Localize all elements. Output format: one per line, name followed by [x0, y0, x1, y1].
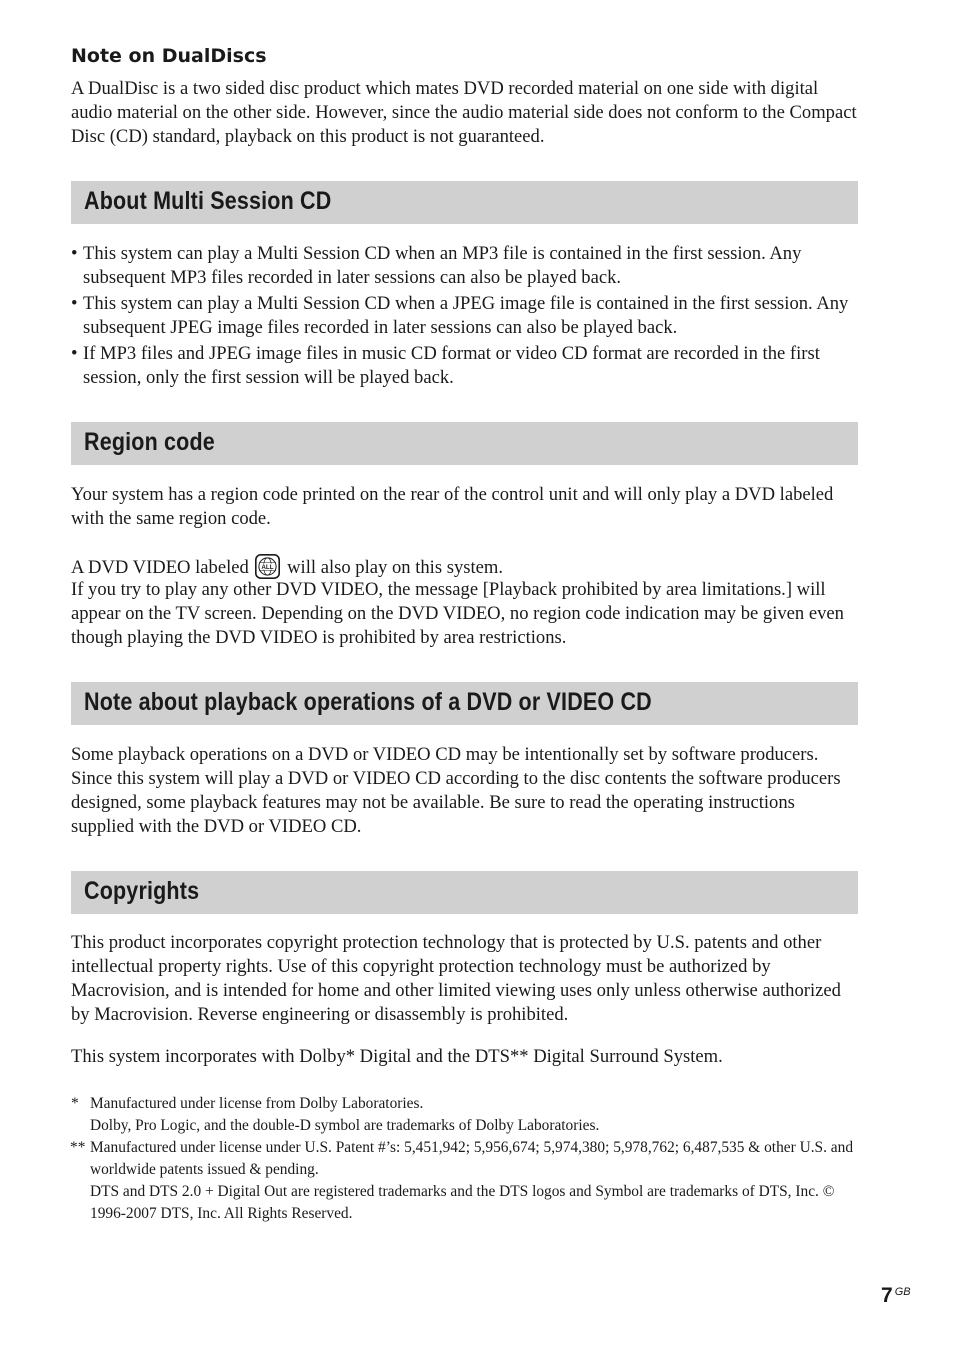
footnote-line: Manufactured under license under U.S. Patent #’s: 5,451,942; 5,956,674; 5,974,380; 5,978,762; 6,487,535 & other U.S. and worldwide patents issued & pending.: [90, 1139, 854, 1178]
region-all-globe-icon: [255, 554, 280, 579]
page-number-value: 7: [881, 1284, 893, 1307]
page-number: [881, 1284, 911, 1308]
region-logo-text: ALL: [261, 563, 275, 571]
footnote-line: DTS and DTS 2.0 + Digital Out are registered trademarks and the DTS logos and Symbol are trademarks of DTS, Inc. © 1996-2007 DTS, Inc. All Rights Reserved.: [90, 1183, 835, 1222]
note-title: Note on DualDiscs: [71, 45, 267, 67]
region-restriction-paragraph: If you try to play any other DVD VIDEO, the message [Playback prohibited by area limitations.] will appear on the TV screen. Depending on the DVD VIDEO, no region code indication may be given even though playing the DVD VIDEO is prohibited by area restrictions.: [71, 579, 844, 648]
section-heading: Region code: [84, 428, 215, 456]
multi-session-list: [71, 242, 861, 392]
copyright-paragraph: This product incorporates copyright protection technology that is protected by U.S. patents and other intellectual property rights. Use of this copyright protection technology must be authorized by Macrovision, and is intended for home and other limited viewing uses only unless otherwise authorized by Macrovision. Reverse engineering or disassembly is prohibited.: [71, 932, 841, 1025]
section-heading: About Multi Session CD: [84, 187, 332, 215]
dolby-dts-paragraph: This system incorporates with Dolby* Digital and the DTS** Digital Surround System.: [71, 1046, 723, 1067]
note-body: A DualDisc is a two sided disc product which mates DVD recorded material on one side with digital audio material on the other side. However, since the audio material side does not conform to the Compact Disc (CD) standard, playback on this product is not guaranteed.: [71, 78, 857, 147]
footnote-line: Dolby, Pro Logic, and the double-D symbol are trademarks of Dolby Laboratories.: [90, 1117, 600, 1134]
section-band-copyrights: [71, 871, 858, 914]
list-item: • If MP3 files and JPEG image files in music CD format or video CD format are recorded in the first session, only the first session will be played back.: [71, 342, 861, 390]
region-all-text-after: will also play on this system.: [287, 557, 504, 578]
section-band-playback: [71, 682, 858, 725]
footnote-line: Manufactured under license from Dolby Laboratories.: [90, 1095, 424, 1112]
footnote-dolby: [71, 1093, 861, 1137]
footnote-mark: *: [71, 1095, 79, 1112]
region-all-paragraph: [71, 554, 861, 580]
footnote-mark: **: [70, 1139, 86, 1156]
section-band-multi-session: [71, 181, 858, 224]
playback-paragraph: Some playback operations on a DVD or VIDEO CD may be intentionally set by software producers. Since this system will play a DVD or VIDEO CD according to the disc contents the software producers designed, some playback features may not be available. Be sure to read the operating instructions supplied with the DVD or VIDEO CD.: [71, 744, 841, 837]
footnote-dts: [71, 1137, 861, 1225]
region-all-text-before: A DVD VIDEO labeled: [71, 557, 249, 578]
list-item: • This system can play a Multi Session CD when a JPEG image file is contained in the first session. Any subsequent JPEG image files recorded in later sessions can also be played back.: [71, 292, 861, 340]
list-item: • This system can play a Multi Session CD when an MP3 file is contained in the first session. Any subsequent MP3 files recorded in later sessions can also be played back.: [71, 242, 861, 290]
section-heading: Note about playback operations of a DVD or VIDEO CD: [84, 688, 652, 716]
footnotes: [71, 1093, 861, 1225]
section-band-region: [71, 422, 858, 465]
region-paragraph: Your system has a region code printed on the rear of the control unit and will only play a DVD labeled with the same region code.: [71, 484, 834, 529]
section-heading: Copyrights: [84, 877, 200, 905]
page-number-suffix: GB: [894, 1286, 911, 1298]
